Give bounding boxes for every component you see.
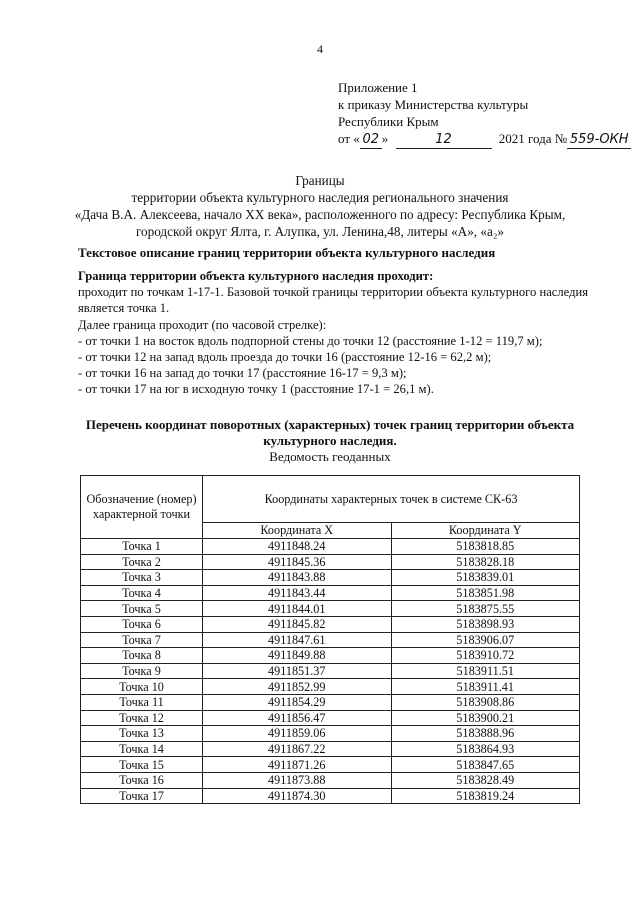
boundary-description bbox=[78, 268, 608, 398]
coordinate-y-cell: 5183864.93 bbox=[391, 741, 580, 757]
coordinate-x-cell: 4911848.24 bbox=[203, 539, 392, 555]
description-paragraph-1: проходит по точкам 1-17-1. Базовой точкой границы территории объекта культурного наследия является точка 1. bbox=[78, 285, 589, 316]
coordinate-y-cell: 5183900.21 bbox=[391, 710, 580, 726]
table-row bbox=[81, 554, 580, 570]
appendix-line-3: Республики Крым bbox=[338, 114, 439, 129]
date-prefix: от « bbox=[338, 131, 360, 146]
point-cell: Точка 7 bbox=[81, 632, 203, 648]
table-row bbox=[81, 772, 580, 788]
header-point-designation: Обозначение (номер) характерной точки bbox=[81, 476, 203, 539]
coordinate-y-cell: 5183910.72 bbox=[391, 648, 580, 664]
coordinate-x-cell: 4911852.99 bbox=[203, 679, 392, 695]
point-cell: Точка 17 bbox=[81, 788, 203, 804]
table-title-line-1: Перечень координат поворотных (характерных) точек границ территории объекта bbox=[85, 417, 575, 432]
point-cell: Точка 1 bbox=[81, 539, 203, 555]
coordinates-table bbox=[80, 475, 580, 804]
point-cell: Точка 4 bbox=[81, 585, 203, 601]
title-line-4: городской округ Ялта, г. Алупка, ул. Ленина,48, литеры «А», «а₂» bbox=[135, 224, 505, 239]
description-item-1: - от точки 1 на восток вдоль подпорной стены до точки 12 (расстояние 1-12 = 119,7 м); bbox=[78, 333, 543, 348]
description-item-2: - от точки 12 на запад вдоль проезда до точки 16 (расстояние 12-16 = 62,2 м); bbox=[78, 350, 492, 365]
coordinate-y-cell: 5183911.41 bbox=[391, 679, 580, 695]
coordinate-x-cell: 4911843.88 bbox=[203, 570, 392, 586]
table-row bbox=[81, 757, 580, 773]
point-cell: Точка 2 bbox=[81, 554, 203, 570]
point-cell: Точка 9 bbox=[81, 663, 203, 679]
coordinate-y-cell: 5183819.24 bbox=[391, 788, 580, 804]
description-item-4: - от точки 17 на юг в исходную точку 1 (расстояние 17-1 = 26,1 м). bbox=[78, 382, 434, 397]
coordinate-x-cell: 4911843.44 bbox=[203, 585, 392, 601]
coordinate-y-cell: 5183828.49 bbox=[391, 772, 580, 788]
table-title-line-2: культурного наследия. bbox=[263, 433, 397, 448]
coordinate-y-cell: 5183906.07 bbox=[391, 632, 580, 648]
coordinate-x-cell: 4911847.61 bbox=[203, 632, 392, 648]
coordinate-x-cell: 4911874.30 bbox=[203, 788, 392, 804]
coordinate-x-cell: 4911871.26 bbox=[203, 757, 392, 773]
date-close: » bbox=[381, 131, 389, 146]
point-cell: Точка 3 bbox=[81, 570, 203, 586]
order-number: 559-ОКН bbox=[567, 131, 631, 149]
coordinate-y-cell: 5183908.86 bbox=[391, 694, 580, 710]
coordinate-y-cell: 5183911.51 bbox=[391, 663, 580, 679]
table-row bbox=[81, 679, 580, 695]
coordinate-x-cell: 4911859.06 bbox=[203, 726, 392, 742]
point-cell: Точка 16 bbox=[81, 772, 203, 788]
description-item-3: - от точки 16 на запад до точки 17 (расстояние 16-17 = 9,3 м); bbox=[78, 366, 407, 381]
point-cell: Точка 10 bbox=[81, 679, 203, 695]
table-title-line-3: Ведомость геоданных bbox=[269, 449, 391, 464]
table-row bbox=[81, 648, 580, 664]
header-coordinates-system: Координаты характерных точек в системе СК-63 bbox=[203, 476, 580, 523]
coordinate-y-cell: 5183847.65 bbox=[391, 757, 580, 773]
description-paragraph-2: Далее граница проходит (по часовой стрелке): bbox=[78, 317, 327, 332]
table-row bbox=[81, 632, 580, 648]
table-row bbox=[81, 741, 580, 757]
coordinate-x-cell: 4911845.82 bbox=[203, 616, 392, 632]
order-year: 2021 года № bbox=[498, 131, 568, 146]
table-row bbox=[81, 570, 580, 586]
title-line-3: «Дача В.А. Алексеева, начало XX века», расположенного по адресу: Республика Крым, bbox=[74, 207, 566, 222]
point-cell: Точка 13 bbox=[81, 726, 203, 742]
coordinate-x-cell: 4911856.47 bbox=[203, 710, 392, 726]
appendix-line-1: Приложение 1 bbox=[338, 80, 418, 95]
section-heading: Текстовое описание границ территории объекта культурного наследия bbox=[78, 245, 496, 260]
table-row bbox=[81, 694, 580, 710]
header-coordinate-x: Координата X bbox=[203, 523, 392, 539]
table-row bbox=[81, 616, 580, 632]
appendix-block bbox=[338, 79, 631, 149]
title-line-2: территории объекта культурного наследия регионального значения bbox=[131, 190, 509, 205]
table-row bbox=[81, 601, 580, 617]
coordinate-y-cell: 5183839.01 bbox=[391, 570, 580, 586]
coordinate-x-cell: 4911844.01 bbox=[203, 601, 392, 617]
coordinate-x-cell: 4911851.37 bbox=[203, 663, 392, 679]
coordinate-x-cell: 4911845.36 bbox=[203, 554, 392, 570]
appendix-date-line bbox=[338, 130, 631, 149]
point-cell: Точка 12 bbox=[81, 710, 203, 726]
coordinate-y-cell: 5183828.18 bbox=[391, 554, 580, 570]
point-cell: Точка 11 bbox=[81, 694, 203, 710]
coordinates-table-body bbox=[81, 539, 580, 804]
description-heading: Граница территории объекта культурного наследия проходит: bbox=[78, 269, 434, 283]
page-number: 4 bbox=[317, 42, 323, 56]
coordinate-x-cell: 4911867.22 bbox=[203, 741, 392, 757]
table-row bbox=[81, 539, 580, 555]
point-cell: Точка 14 bbox=[81, 741, 203, 757]
coordinate-y-cell: 5183898.93 bbox=[391, 616, 580, 632]
point-cell: Точка 5 bbox=[81, 601, 203, 617]
table-row bbox=[81, 726, 580, 742]
document-title bbox=[60, 172, 580, 240]
point-cell: Точка 8 bbox=[81, 648, 203, 664]
table-row bbox=[81, 663, 580, 679]
table-row bbox=[81, 710, 580, 726]
order-month: 12 bbox=[396, 131, 492, 149]
table-row bbox=[81, 585, 580, 601]
coordinate-y-cell: 5183818.85 bbox=[391, 539, 580, 555]
table-title bbox=[60, 417, 600, 465]
point-cell: Точка 15 bbox=[81, 757, 203, 773]
coordinate-x-cell: 4911854.29 bbox=[203, 694, 392, 710]
header-coordinate-y: Координата Y bbox=[391, 523, 580, 539]
coordinate-x-cell: 4911849.88 bbox=[203, 648, 392, 664]
coordinate-y-cell: 5183875.55 bbox=[391, 601, 580, 617]
title-line-1: Границы bbox=[295, 173, 345, 188]
coordinate-x-cell: 4911873.88 bbox=[203, 772, 392, 788]
coordinate-y-cell: 5183851.98 bbox=[391, 585, 580, 601]
coordinate-y-cell: 5183888.96 bbox=[391, 726, 580, 742]
order-day: 02 bbox=[360, 131, 382, 149]
point-cell: Точка 6 bbox=[81, 616, 203, 632]
table-row bbox=[81, 788, 580, 804]
appendix-line-2: к приказу Министерства культуры bbox=[338, 97, 529, 112]
